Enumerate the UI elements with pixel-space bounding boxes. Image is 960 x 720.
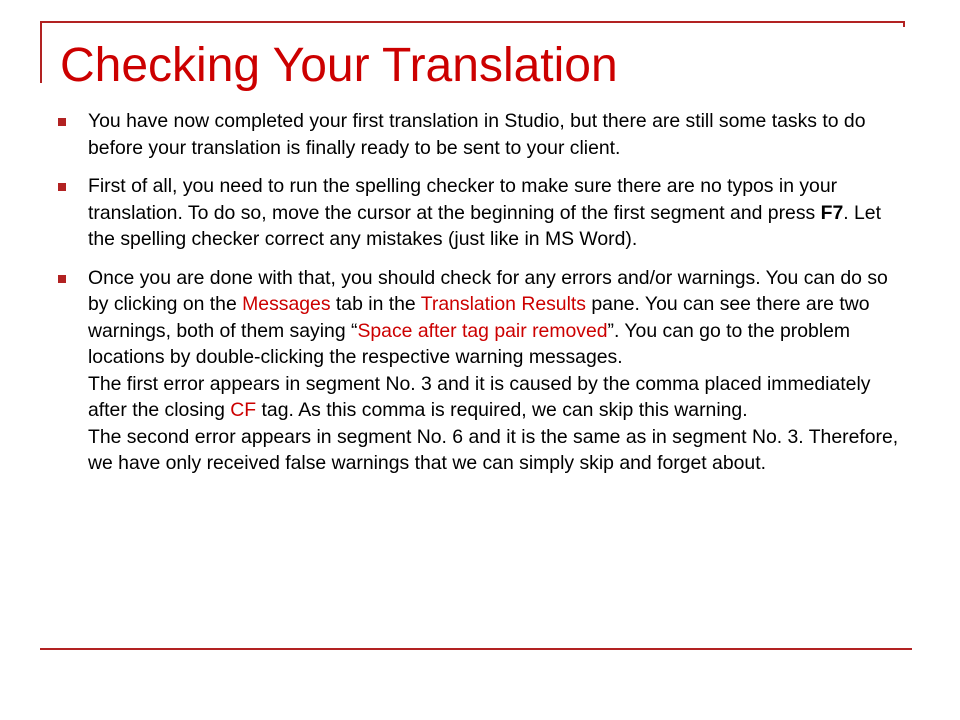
slide-title: Checking Your Translation	[60, 39, 618, 92]
bullet-text: The first error appears in segment No. 3 and it is caused by the comma placed immediately after the closing	[88, 372, 871, 421]
cf-tag-term: CF	[230, 399, 257, 421]
keyboard-shortcut-f7: F7	[820, 201, 844, 224]
bullet-text: First of all, you need to run the spelling checker to make sure there are no typos in your translation. To do so, move the cursor at the beginning of the first segment and press	[88, 175, 838, 224]
bullet-text: . Let the spelling checker correct any mistakes (just like in MS Word).	[88, 201, 881, 250]
bullet-text: pane. You can see there are two warnings, both of them saying “	[88, 293, 870, 342]
bullet-item-completed	[58, 108, 908, 161]
square-bullet-icon	[58, 118, 66, 126]
bullet-text: tag. As this comma is required, we can skip this warning.	[256, 399, 748, 421]
top-border-rule	[40, 21, 905, 23]
square-bullet-icon	[58, 183, 66, 191]
bullet-text: Once you are done with that, you should check for any errors and/or warnings. You can do so by clicking on the	[88, 266, 888, 315]
right-border-tick	[903, 21, 905, 27]
bottom-border-rule	[40, 648, 912, 650]
warnings-paragraph	[88, 265, 908, 371]
square-bullet-icon	[58, 275, 66, 283]
translation-results-term: Translation Results	[420, 293, 586, 315]
left-border-rule	[40, 21, 42, 83]
second-error-paragraph: The second error appears in segment No. 6 and it is the same as in segment No. 3. Therefore, we have only received false warnings that we can simply skip and forget about.	[88, 425, 899, 474]
bullet-item-spellcheck	[58, 173, 908, 253]
bullet-text: tab in the	[330, 293, 421, 315]
bullet-list	[58, 108, 908, 489]
bullet-text: ”. You can go to the problem locations by double-clicking the respective warning messages.	[88, 319, 851, 368]
warning-message-term: Space after tag pair removed	[357, 319, 608, 342]
first-error-paragraph	[88, 371, 908, 424]
bullet-item-warnings	[58, 265, 908, 477]
messages-tab-term: Messages	[242, 293, 331, 315]
bullet-text: You have now completed your first translation in Studio, but there are still some tasks to do before your translation is finally ready to be sent to your client.	[88, 110, 866, 159]
